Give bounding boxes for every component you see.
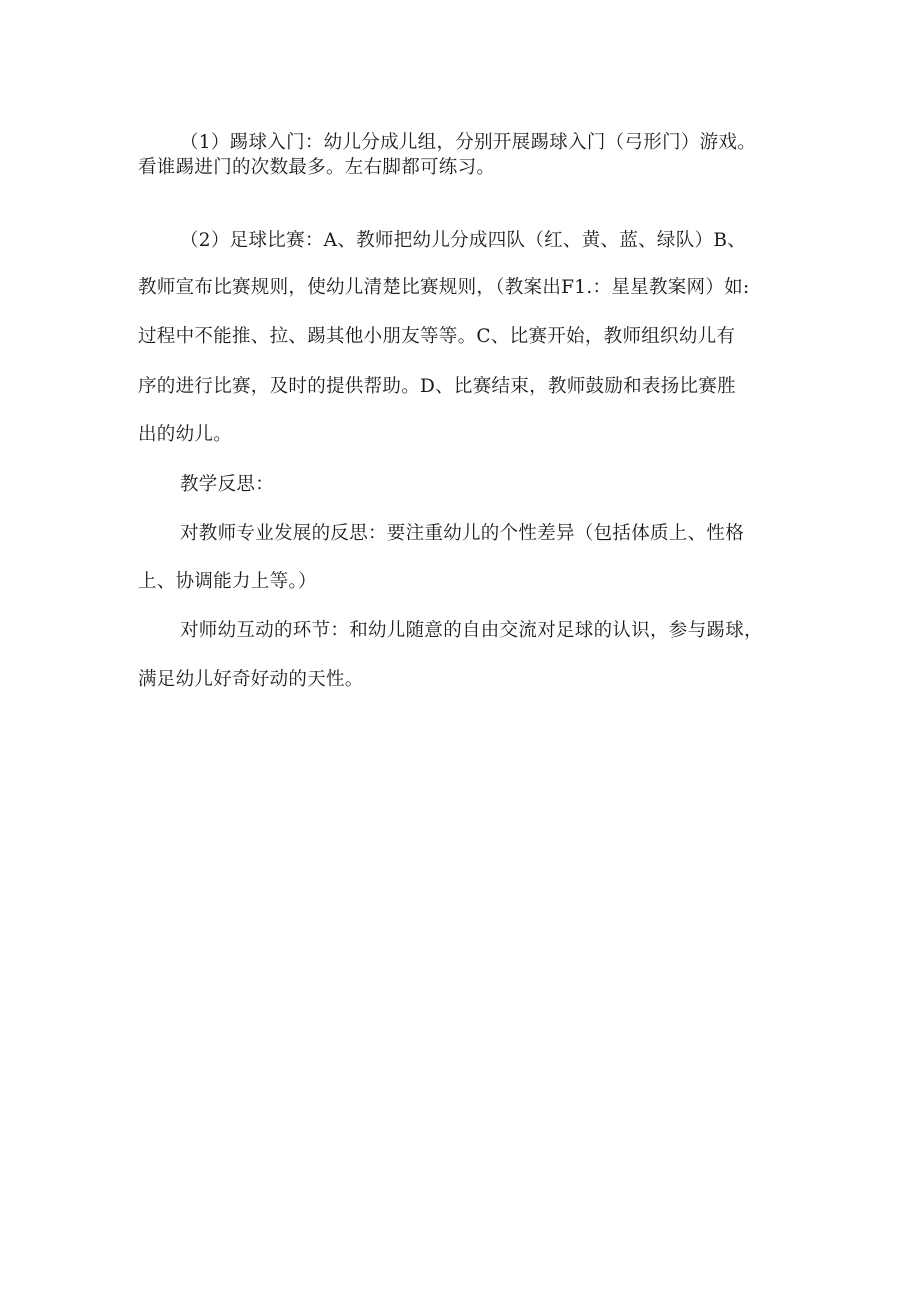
paragraph-2-line-2: 教师宣布比赛规则，使幼儿清楚比赛规则，（教案出F1.：星星教案网）如:	[138, 277, 750, 298]
reflection-1-line-2: 上、协调能力上等。）	[138, 571, 317, 592]
reflection-heading: 教学反思：	[180, 474, 275, 495]
paragraph-2-line-1: （2）足球比赛：A、教师把幼儿分成四队（红、黄、蓝、绿队）B、	[180, 230, 747, 251]
paragraph-2-line-5: 出的幼儿。	[138, 424, 233, 445]
paragraph-1-line-1: （1）踢球入门：幼儿分成儿组，分别开展踢球入门（弓形门）游戏。	[180, 132, 757, 153]
paragraph-1-line-2: 看谁踢进门的次数最多。左右脚都可练习。	[138, 157, 496, 178]
paragraph-2-line-4: 序的进行比赛，及时的提供帮助。D、比赛结束，教师鼓励和表扬比赛胜	[138, 376, 736, 397]
reflection-2-line-1: 对师幼互动的环节：和幼儿随意的自由交流对足球的认识，参与踢球，	[180, 620, 763, 641]
reflection-2-line-2: 满足幼儿好奇好动的天性。	[138, 669, 364, 690]
paragraph-2-line-3: 过程中不能推、拉、踢其他小朋友等等。C、比赛开始，教师组织幼儿有	[138, 326, 736, 347]
reflection-1-line-1: 对教师专业发展的反思：要注重幼儿的个性差异（包括体质上、性格	[180, 523, 745, 544]
